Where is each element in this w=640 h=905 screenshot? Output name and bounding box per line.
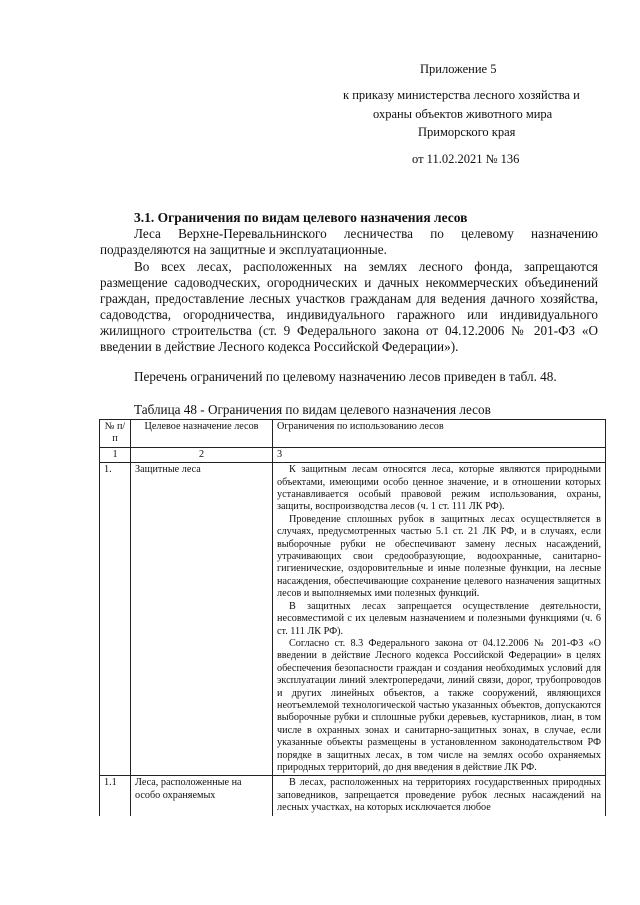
order-date: от 11.02.2021 № 136 xyxy=(412,152,520,166)
row-restrictions xyxy=(273,776,606,816)
restriction-paragraph: В лесах, расположенных на территориях государственных природных заповедников, запрещается проведение рубок лесных насаждений на лесных участках, на которых исключается любое xyxy=(277,777,601,814)
paragraph-3: Перечень ограничений по целевому назначению лесов приведен в табл. 48. xyxy=(134,369,557,384)
table-row xyxy=(100,463,606,776)
table-column-number-row xyxy=(100,447,606,462)
restriction-paragraph: К защитным лесам относятся леса, которые являются природными объектами, имеющими особо ценное значение, и в отношении которых устанавливается особый правовой режим использования, охраны, защиты, воспроизводства лесов (ч. 1 ст. 111 ЛК РФ). xyxy=(277,464,601,513)
column-number: 2 xyxy=(131,447,273,462)
restriction-paragraph: Согласно ст. 8.3 Федерального закона от 04.12.2006 № 201-ФЗ «О введении в действие Лесного кодекса Российской Федерации» в целях обеспечения безопасности граждан и создания необходимых условий для эксплуатации линий электропередачи, линий связи, дорог, трубопроводов и других линейных объектов, а также сооружений, являющихся неотъемлемой технологической частью указанных объектов, допускаются выборочные рубки и сплошные рубки деревьев, кустарников, лиан, в том числе в охранных зонах и санитарно-защитных зонах, в случае, если указанные объекты размещены в установленном законодательством РФ порядке в защитных лесах, в том числе на землях особо охраняемых природных территорий, до дня введения в действие ЛК РФ. xyxy=(277,637,601,773)
order-line-3: Приморского края xyxy=(418,125,516,139)
header-purpose: Целевое назначение лесов xyxy=(131,420,273,448)
table-row xyxy=(100,776,606,816)
column-number: 3 xyxy=(273,447,606,462)
paragraph-2: Во всех лесах, расположенных на землях лесного фонда, запрещаются размещение садоводческих, огороднических и дачных некоммерческих объединений граждан, предоставление лесных участков гражданам для ведения дачного хозяйства, садоводства, огородничества, индивидуального гаражного или индивидуального жилищного строительства (ст. 9 Федерального закона от 04.12.2006 № 201-ФЗ «О введении в действие Лесного кодекса Российской Федерации»). xyxy=(100,259,598,354)
order-line-2: охраны объектов животного мира xyxy=(373,107,553,121)
header-number: № п/п xyxy=(100,420,131,448)
restrictions-table xyxy=(99,419,606,816)
row-purpose: Защитные леса xyxy=(131,463,273,776)
table-caption: Таблица 48 - Ограничения по видам целевого назначения лесов xyxy=(134,402,491,417)
column-number: 1 xyxy=(100,447,131,462)
paragraph-1: Леса Верхне-Перевальнинского лесничества по целевому назначению подразделяются на защитные и эксплуатационные. xyxy=(100,226,598,257)
restriction-paragraph: Проведение сплошных рубок в защитных лесах осуществляется в случаях, предусмотренных частью 5.1 ст. 21 ЛК РФ, и в случаях, если выборочные рубки не обеспечивают замену лесных насаждений, утрачивающих свои средообразующие, водоохранные, санитарно-гигиенические, оздоровительные и иные полезные функции, на лесные насаждения, обеспечивающие сохранение целевого назначения защитных лесов и выполняемых ими полезных функций. xyxy=(277,513,601,600)
row-number: 1. xyxy=(100,463,131,776)
row-purpose: Леса, расположенные на особо охраняемых xyxy=(131,776,273,816)
restriction-paragraph: В защитных лесах запрещается осуществление деятельности, несовместимой с их целевым назначением и полезными функциями (ч. 6 ст. 111 ЛК РФ). xyxy=(277,600,601,637)
order-line-1: к приказу министерства лесного хозяйства и xyxy=(343,88,580,102)
row-number: 1.1 xyxy=(100,776,131,816)
header-restrictions: Ограничения по использованию лесов xyxy=(273,420,606,448)
table-header-row xyxy=(100,420,606,448)
row-restrictions xyxy=(273,463,606,776)
appendix-label: Приложение 5 xyxy=(420,62,497,76)
section-title: 3.1. Ограничения по видам целевого назначения лесов xyxy=(134,210,468,225)
